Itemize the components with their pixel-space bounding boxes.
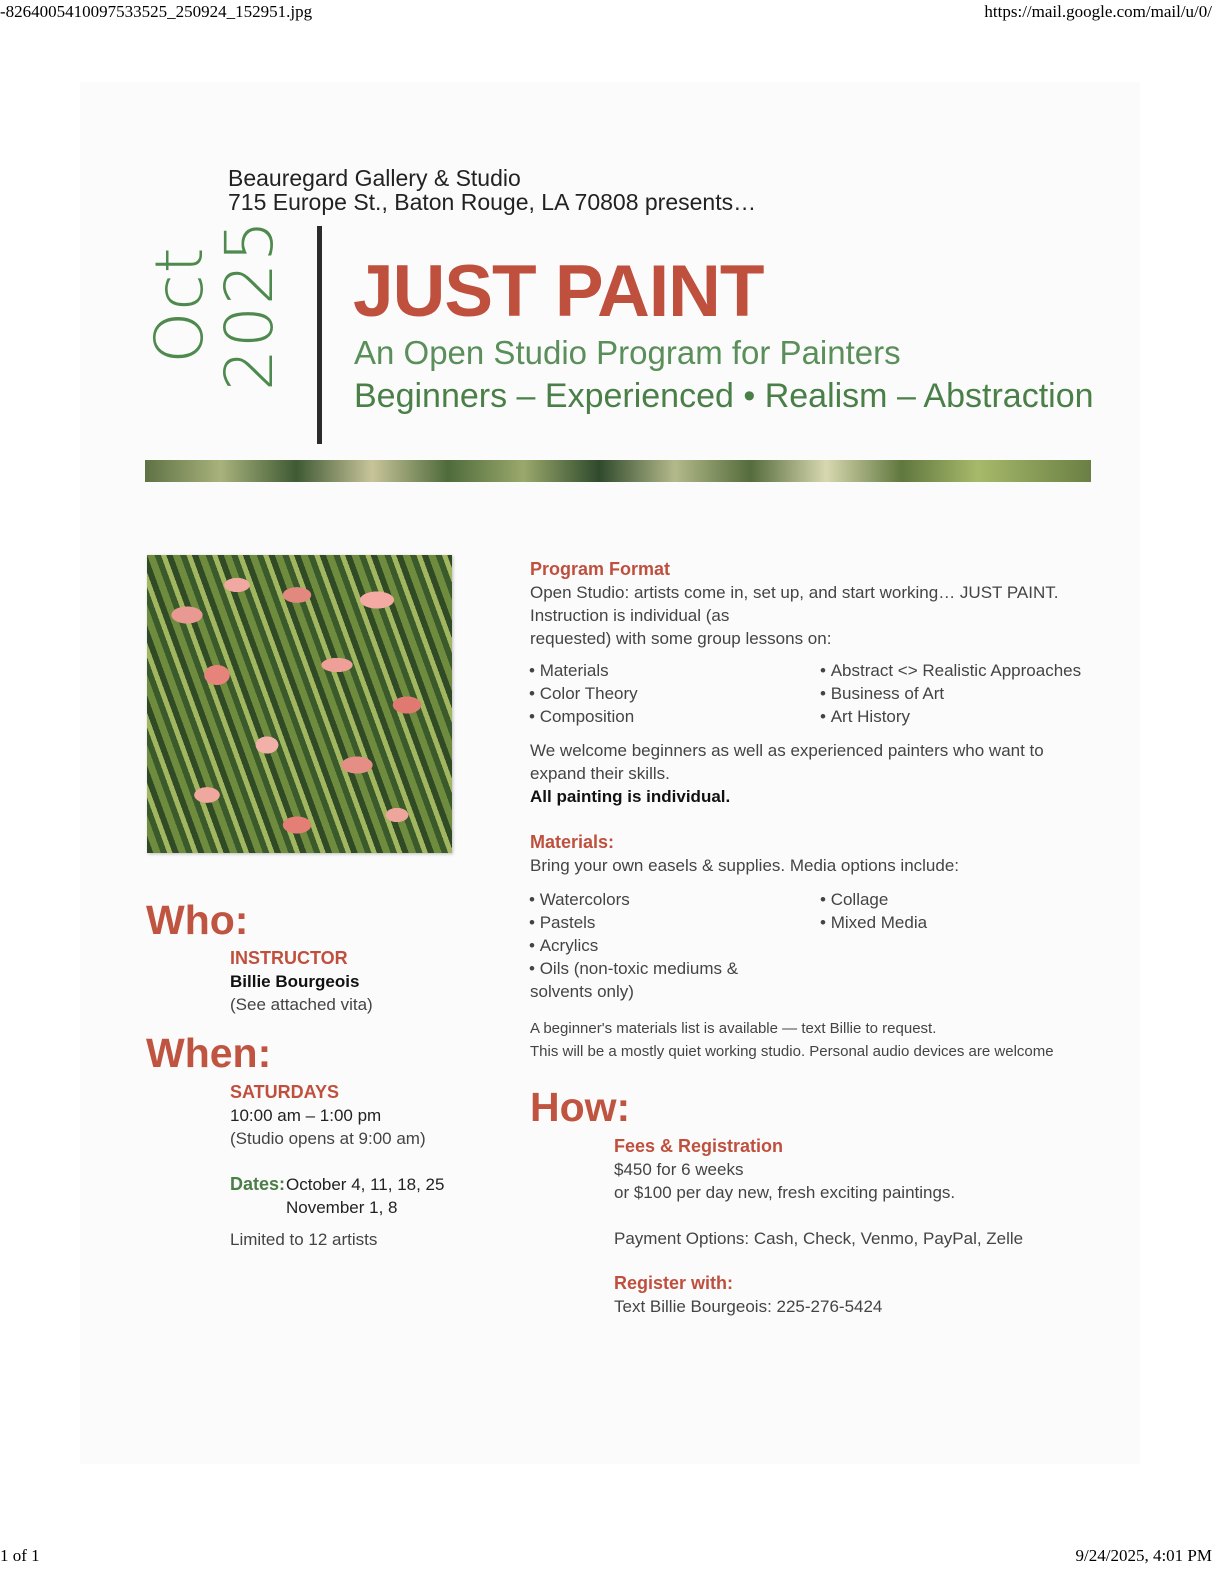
vertical-date: Oct 2025 — [141, 219, 288, 391]
how-heading: How: — [530, 1084, 631, 1130]
dates-label: Dates: — [230, 1174, 286, 1194]
print-header-url: https://mail.google.com/mail/u/0/ — [984, 2, 1212, 21]
fee-line1: $450 for 6 weeks — [614, 1160, 744, 1179]
list-item: • Watercolors — [529, 888, 738, 911]
painting-banner-strip — [145, 460, 1091, 482]
flyer-subtitle: An Open Studio Program for Painters — [354, 334, 901, 371]
list-item: • Mixed Media — [820, 911, 927, 934]
program-format-line1: Open Studio: artists come in, set up, and start working… JUST PAINT. — [530, 583, 1059, 602]
fee-line2: or $100 per day new, fresh exciting paintings. — [614, 1183, 956, 1202]
register-heading: Register with: — [614, 1273, 734, 1293]
when-heading: When: — [146, 1030, 272, 1076]
list-item: • Materials — [529, 659, 638, 682]
media-list-col1 — [529, 888, 738, 980]
welcome-line2: expand their skills. — [530, 764, 670, 783]
materials-note2: This will be a mostly quiet working studio. Personal audio devices are welcome — [530, 1043, 1054, 1060]
program-format-line2: Instruction is individual (as — [530, 606, 730, 625]
program-format-line3: requested) with some group lessons on: — [530, 629, 832, 648]
materials-heading: Materials: — [530, 832, 615, 852]
list-item: • Business of Art — [820, 682, 1081, 705]
limit-note: Limited to 12 artists — [230, 1230, 378, 1249]
payment-options: Payment Options: Cash, Check, Venmo, PayPal, Zelle — [614, 1229, 1024, 1248]
dates-line1: October 4, 11, 18, 25 — [286, 1175, 445, 1194]
materials-intro: Bring your own easels & supplies. Media options include: — [530, 856, 960, 875]
instructor-name: Billie Bourgeois — [230, 972, 360, 991]
materials-note1: A beginner's materials list is available — text Billie to request. — [530, 1020, 937, 1037]
media-list-continuation: solvents only) — [530, 982, 634, 1001]
vertical-divider — [317, 226, 322, 444]
painting-image — [147, 555, 452, 853]
individual-note: All painting is individual. — [530, 787, 731, 806]
welcome-line1: We welcome beginners as well as experienced painters who want to — [530, 741, 1044, 760]
print-header-filename: -8264005410097533525_250924_152951.jpg — [0, 2, 313, 21]
list-item: • Acrylics — [529, 934, 738, 957]
list-item: • Composition — [529, 705, 638, 728]
dates-line2: November 1, 8 — [286, 1198, 398, 1217]
instructor-vita-note: (See attached vita) — [230, 995, 373, 1014]
studio-opens-note: (Studio opens at 9:00 am) — [230, 1129, 426, 1148]
gallery-address: 715 Europe St., Baton Rouge, LA 70808 presents… — [228, 189, 757, 215]
fees-heading: Fees & Registration — [614, 1136, 784, 1156]
list-item: • Collage — [820, 888, 927, 911]
lessons-list-col2 — [820, 659, 1081, 728]
lessons-list-col1 — [529, 659, 638, 728]
list-item: • Abstract <> Realistic Approaches — [820, 659, 1081, 682]
when-day: SATURDAYS — [230, 1082, 340, 1102]
print-footer-page: 1 of 1 — [0, 1546, 40, 1565]
list-item: • Color Theory — [529, 682, 638, 705]
gallery-name: Beauregard Gallery & Studio — [228, 165, 521, 191]
register-text: Text Billie Bourgeois: 225-276-5424 — [614, 1297, 883, 1316]
media-list-col2 — [820, 888, 927, 934]
program-format-heading: Program Format — [530, 559, 671, 579]
gallery-info — [228, 166, 756, 214]
list-item: • Art History — [820, 705, 1081, 728]
flyer-title: JUST PAINT — [353, 251, 764, 332]
flyer-levels: Beginners – Experienced • Realism – Abstraction — [354, 377, 1094, 415]
list-item: • Pastels — [529, 911, 738, 934]
when-time: 10:00 am – 1:00 pm — [230, 1106, 382, 1125]
print-footer-timestamp: 9/24/2025, 4:01 PM — [1075, 1546, 1212, 1565]
who-heading: Who: — [146, 897, 249, 943]
list-item: • Oils (non-toxic mediums & — [529, 957, 738, 980]
instructor-role: INSTRUCTOR — [230, 948, 348, 968]
